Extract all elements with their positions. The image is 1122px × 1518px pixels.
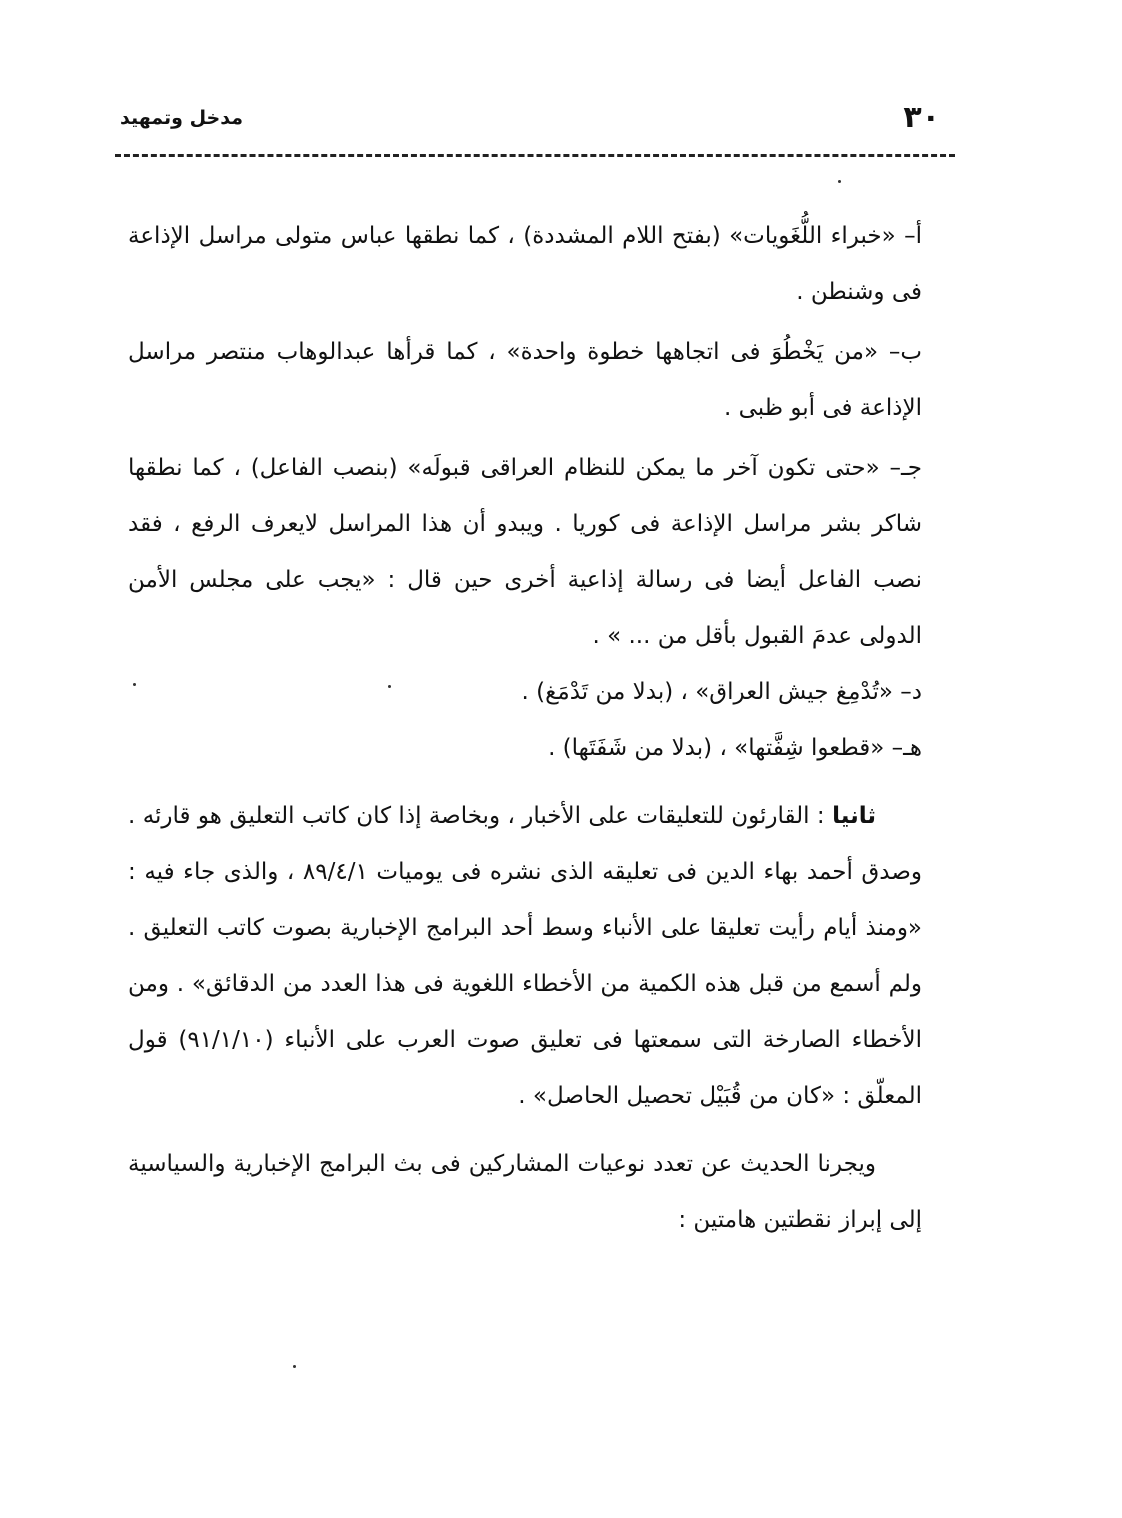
body-text xyxy=(128,208,922,1248)
paragraph-second-text: : القارئون للتعليقات على الأخبار ، وبخاصة إذا كان كاتب التعليق هو قارئه . وصدق أحمد بهاء الدين فى تعليقه الذى نشره فى يوميات ٨٩/٤/١ ، والذى جاء فيه : «ومنذ أيام رأيت تعليقا على الأنباء وسط أحد البرامج الإخبارية بصوت كاتب التعليق . ولم أسمع من قبل هذه الكمية من الأخطاء اللغوية فى هذا العدد من الدقائق» . ومن الأخطاء الصارخة التى سمعتها فى تعليق صوت العرب على الأنباء (٩١/١/١٠) قول المعلّق : «كان من قُبَيْل تحصيل الحاصل» . xyxy=(128,803,922,1109)
paragraph-second xyxy=(128,788,922,1124)
running-header xyxy=(110,98,940,138)
scan-speck xyxy=(838,180,841,183)
list-item-d: د– «تُدْمِغ جيش العراق» ، (بدلا من تَدْمَغ) . xyxy=(521,679,922,705)
list-item-e: هـ– «قطعوا شِفَّتها» ، (بدلا من شَفَتَها) . xyxy=(548,735,922,761)
list-item-c: جـ– «حتى تكون آخر ما يمكن للنظام العراقى قبولَه» (بنصب الفاعل) ، كما نطقها شاكر بشر مراسل الإذاعة فى كوريا . ويبدو أن هذا المراسل لايعرف الرفع ، فقد نصب الفاعل أيضا فى رسالة إذاعية أخرى حين قال : «يجب على مجلس الأمن الدولى عدمَ القبول بأقل من ... » . xyxy=(128,455,922,649)
scan-speck xyxy=(293,1365,296,1368)
page-number: ٣٠ xyxy=(903,100,940,135)
header-divider xyxy=(115,154,955,157)
paragraph-lead-word: ثانيا xyxy=(832,803,876,829)
paragraph-closing: ويجرنا الحديث عن تعدد نوعيات المشاركين فى بث البرامج الإخبارية والسياسية إلى إبراز نقطتين هامتين : xyxy=(128,1151,922,1233)
list-item-b: ب– «من يَخْطُوَ فى اتجاهها خطوة واحدة» ، كما قرأها عبدالوهاب منتصر مراسل الإذاعة فى أبو ظبى . xyxy=(128,339,922,421)
list-item-a: أ– «خبراء اللُّغَويات» (بفتح اللام المشددة) ، كما نطقها عباس متولى مراسل الإذاعة فى وشنطن . xyxy=(128,223,922,305)
chapter-title: مدخل وتمهيد xyxy=(120,107,243,129)
